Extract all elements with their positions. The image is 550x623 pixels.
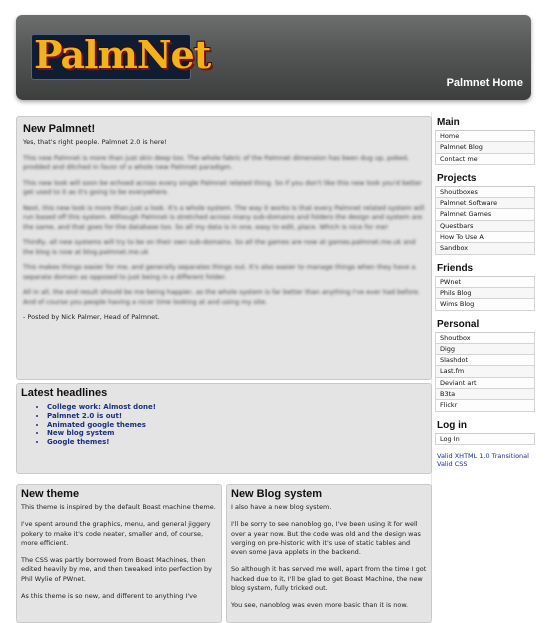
intro-paragraph: Next, this new look is more than just a look. It's a whole system. The way it works is that every Palmnet related system will run based off this system. Although Palmnet is stretched across many sub-domains and folders the design and system are the same, and that goes for the database too. So all my data is in one, easy to edit, place. Which is nice for me! xyxy=(23,203,425,231)
blog-paragraph: I'll be sorry to see nanoblog go, I've been using it for well over a year now. But the code was old and the design was verging on pre-historic with it's use of static tables and even some Java applets in the backend. xyxy=(231,520,421,557)
sidebar-item-digg[interactable]: Digg xyxy=(435,344,535,355)
sidebar-item-wims-blog[interactable]: Wims Blog xyxy=(435,299,535,310)
intro-paragraph: This makes things easier for me, and generally separates things out. It's also easier to manage things when they have a separate domain as opposed to just being in a different folder. xyxy=(23,263,416,281)
sidebar-item-pwnet[interactable]: PWnet xyxy=(435,277,535,288)
sidebar-item-shoutboxes[interactable]: Shoutboxes xyxy=(435,187,535,198)
intro-signature: - Posted by Nick Palmer, Head of Palmnet. xyxy=(23,313,160,321)
valid-xhtml-link[interactable]: Valid XHTML 1.0 Transitional xyxy=(437,451,529,460)
sidebar-title-login: Log in xyxy=(437,419,467,431)
sidebar-item-flickr[interactable]: Flickr xyxy=(435,400,535,411)
sidebar-list-friends xyxy=(435,276,535,311)
theme-paragraph: This theme is inspired by the default Boast machine theme. xyxy=(21,503,216,511)
sidebar-item-b3ta[interactable]: B3ta xyxy=(435,389,535,400)
theme-paragraph: The CSS was partly borrowed from Boast Machines, then edited heavily by me, and then tweaked into perfection by Phil Wylie of PWnet. xyxy=(21,556,213,583)
blog-paragraph: So although it has served me well, apart from the time I got hacked due to it, I'll be glad to get Boast Machine, the new blog system, fully tricked out. xyxy=(231,565,427,593)
headline-link[interactable]: • Animated google themes xyxy=(47,421,431,430)
headlines-list xyxy=(21,403,431,447)
intro-paragraph: This new look will soon be echoed across every single Palmnet related thing. So if you don't like this new look you'd better get used to it as it's going to be everywhere. xyxy=(23,178,422,196)
intro-paragraph: This new Palmnet is more than just skin deep too. The whole fabric of the Palmnet dimension has been dug up, poked, prodded and ditched in favor of a whole new Palmnet paradigm. xyxy=(23,153,409,171)
site-header xyxy=(16,15,531,100)
blog-paragraph: I also have a new blog system. xyxy=(231,503,332,511)
sidebar-title-projects: Projects xyxy=(437,172,477,184)
new-theme-title: New theme xyxy=(21,488,80,500)
sidebar-list-main xyxy=(435,130,535,165)
logo-text: PalmNet xyxy=(34,32,211,77)
sidebar-list-login xyxy=(435,433,535,445)
headlines-panel xyxy=(16,383,432,474)
sidebar-title-friends: Friends xyxy=(437,262,474,274)
sidebar-item-deviant-art[interactable]: Deviant art xyxy=(435,378,535,389)
new-blog-panel xyxy=(226,484,432,623)
sidebar-item-how-to-use[interactable]: How To Use A xyxy=(435,232,535,243)
palmnet-logo[interactable] xyxy=(31,32,211,80)
theme-paragraph: As this theme is so new, and different to anything I've xyxy=(21,592,197,601)
intro-panel xyxy=(16,116,432,380)
blog-paragraph: You see, nanoblog was even more basic than it is now. xyxy=(231,601,409,610)
headlines-title: Latest headlines xyxy=(21,387,108,399)
sidebar-list-projects xyxy=(435,186,535,255)
sidebar-list-personal xyxy=(435,332,535,412)
sidebar xyxy=(435,116,535,469)
sidebar-item-contact-me[interactable]: Contact me xyxy=(435,154,535,165)
intro-paragraph: All in all, the end result should be me being happier, as the whole system is far better than anything I've ever had before. And of course you people having a nicer time looking at and using my site. xyxy=(23,288,421,306)
sidebar-item-sandbox[interactable]: Sandbox xyxy=(435,243,535,254)
intro-title: New Palmnet! xyxy=(23,123,96,135)
sidebar-item-shoutbox[interactable]: Shoutbox xyxy=(435,333,535,344)
headline-link[interactable]: • College work: Almost done! xyxy=(47,403,431,412)
sidebar-item-home[interactable]: Home xyxy=(435,131,535,142)
new-theme-panel xyxy=(16,484,222,623)
sidebar-item-palmnet-blog[interactable]: Palmnet Blog xyxy=(435,142,535,153)
intro-lead: Yes, that's right people. Palmnet 2.0 is here! xyxy=(23,138,167,146)
new-blog-title: New Blog system xyxy=(231,488,323,500)
valid-css-link[interactable]: Valid CSS xyxy=(437,460,468,469)
headline-link[interactable]: • New blog system xyxy=(47,429,431,438)
sidebar-title-personal: Personal xyxy=(437,318,480,330)
headline-link[interactable]: • Palmnet 2.0 is out! xyxy=(47,412,431,421)
sidebar-item-log-in[interactable]: Log In xyxy=(435,434,535,445)
intro-paragraph: Thirdly, all new systems will try to be on their own sub-domains. So all the games are now at games.palmnet.me.uk and the blog is now at blog.palmnet.me.uk xyxy=(23,238,416,256)
sidebar-item-slashdot[interactable]: Slashdot xyxy=(435,355,535,366)
sidebar-item-palmnet-games[interactable]: Palmnet Games xyxy=(435,209,535,220)
headline-link[interactable]: • Google themes! xyxy=(47,438,431,447)
sidebar-item-phils-blog[interactable]: Phils Blog xyxy=(435,288,535,299)
theme-paragraph: I've spent around the graphics, menu, and general jiggery pokery to make it's code neater, smaller and, of course, more efficient. xyxy=(21,520,211,547)
sidebar-item-questbars[interactable]: Questbars xyxy=(435,221,535,232)
sidebar-item-palmnet-software[interactable]: Palmnet Software xyxy=(435,198,535,209)
page-title: Palmnet Home xyxy=(446,77,523,89)
sidebar-title-main: Main xyxy=(437,117,460,128)
sidebar-item-lastfm[interactable]: Last.fm xyxy=(435,366,535,377)
